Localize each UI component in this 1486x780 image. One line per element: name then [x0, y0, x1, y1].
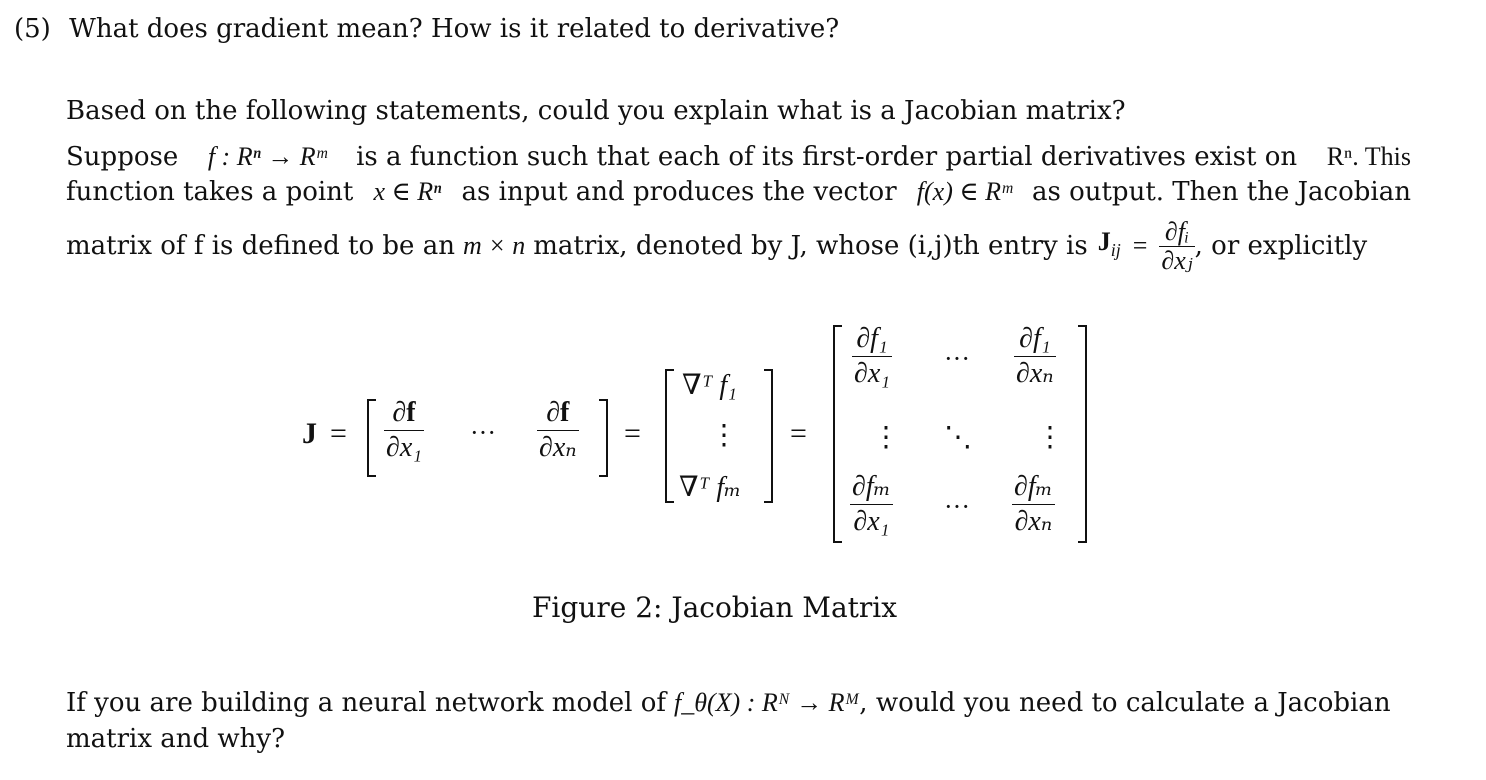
entry-numerator: ∂fᵢ: [1164, 216, 1190, 246]
followup-line-2: matrix and why?: [66, 724, 286, 754]
row-frac-n: [537, 396, 579, 465]
row-frac-n-num: ∂f: [546, 397, 570, 428]
row-frac-1: [384, 396, 424, 465]
m1-hdots: ···: [944, 344, 970, 373]
paragraph-line-2: [66, 177, 1411, 207]
text-denoted-by: matrix, denoted by J, whose (i,j)th entry is: [533, 231, 1088, 261]
eq-J: J: [302, 417, 317, 450]
followup-text-a: If you are building a neural network model of: [66, 688, 667, 718]
m-vdots-n: ⋮: [1036, 422, 1064, 453]
grad-vdots: ⋮: [710, 420, 738, 451]
text-as-input: as input and produces the vector: [461, 177, 897, 207]
mmn-num: ∂fₘ: [1014, 471, 1053, 502]
eq-equals-3: =: [790, 417, 807, 450]
paragraph-line-1: [66, 142, 1411, 172]
entry-subscript: ij: [1110, 240, 1121, 261]
m11-num: ∂f₁: [856, 323, 888, 354]
row-bracket-right: [597, 398, 609, 478]
m1n-den: ∂xₙ: [1016, 358, 1054, 389]
text-as-output: as output. Then the Jacobian: [1031, 177, 1411, 207]
m11-den: ∂x₁: [854, 358, 890, 389]
mmn-den: ∂xₙ: [1012, 504, 1055, 539]
m-ddots: ⋱: [944, 422, 972, 453]
mm1: [850, 470, 893, 539]
m-vdots-1: ⋮: [872, 422, 900, 453]
text-suppose: Suppose: [66, 142, 179, 172]
figure-caption: Figure 2: Jacobian Matrix: [532, 591, 898, 624]
m1n: [1014, 322, 1056, 391]
mm1-den: ∂x₁: [850, 504, 893, 539]
domain-rn: Rⁿ. This: [1326, 142, 1411, 171]
mm-hdots: ···: [944, 492, 970, 521]
col-bracket-left: [664, 368, 676, 504]
vector-fx: f(x) ∈ Rᵐ: [916, 177, 1012, 206]
followup-text-b: , would you need to calculate a Jacobian: [859, 688, 1391, 718]
eq-equals-2: =: [624, 417, 641, 450]
jacobian-lead: Based on the following statements, could you explain what is a Jacobian matrix?: [66, 96, 1126, 126]
dims-mn: m × n: [462, 231, 526, 260]
row-frac-1-num: ∂f: [392, 397, 416, 428]
function-signature: f : Rⁿ → Rᵐ: [207, 142, 327, 171]
row-frac-1-den: ∂x₁: [386, 432, 422, 463]
matrix-bracket-right: [1076, 324, 1088, 544]
text-is-a-function: is a function such that each of its first-order partial derivatives exist on: [356, 142, 1298, 172]
question-prompt: What does gradient mean? How is it related to derivative?: [69, 14, 840, 44]
text-function-takes: function takes a point: [66, 177, 354, 207]
grad-f1: ∇ᵀ f₁: [682, 370, 737, 401]
m11: [852, 322, 892, 391]
grad-fm: ∇ᵀ fₘ: [679, 472, 742, 503]
entry-denominator: ∂xⱼ: [1161, 245, 1193, 275]
m1n-num: ∂f₁: [1019, 323, 1051, 354]
jacobian-equation: [0, 320, 1486, 550]
entry-j: J: [1097, 226, 1111, 256]
paragraph-line-3: [66, 214, 1411, 278]
entry-equals: =: [1132, 231, 1148, 260]
followup-func: f_θ(X) : Rᴺ → Rᴹ: [674, 688, 860, 717]
col-bracket-right: [762, 368, 774, 504]
text-or-explicitly: , or explicitly: [1194, 231, 1368, 261]
row-hdots: ···: [470, 418, 496, 447]
point-x: x ∈ Rⁿ: [373, 177, 442, 206]
entry-jij: [1098, 227, 1121, 265]
matrix-bracket-left: [832, 324, 844, 544]
question-number: (5): [14, 14, 51, 44]
followup-line-1: [66, 688, 1411, 718]
entry-fraction: [1159, 218, 1194, 275]
row-frac-n-den: ∂xₙ: [539, 432, 577, 463]
text-matrix-of-f: matrix of f is defined to be an: [66, 231, 455, 261]
eq-equals-1: =: [330, 417, 347, 450]
mmn: [1012, 470, 1055, 539]
row-bracket-left: [366, 398, 378, 478]
mm1-num: ∂fₘ: [852, 471, 891, 502]
question-line: [14, 14, 839, 44]
